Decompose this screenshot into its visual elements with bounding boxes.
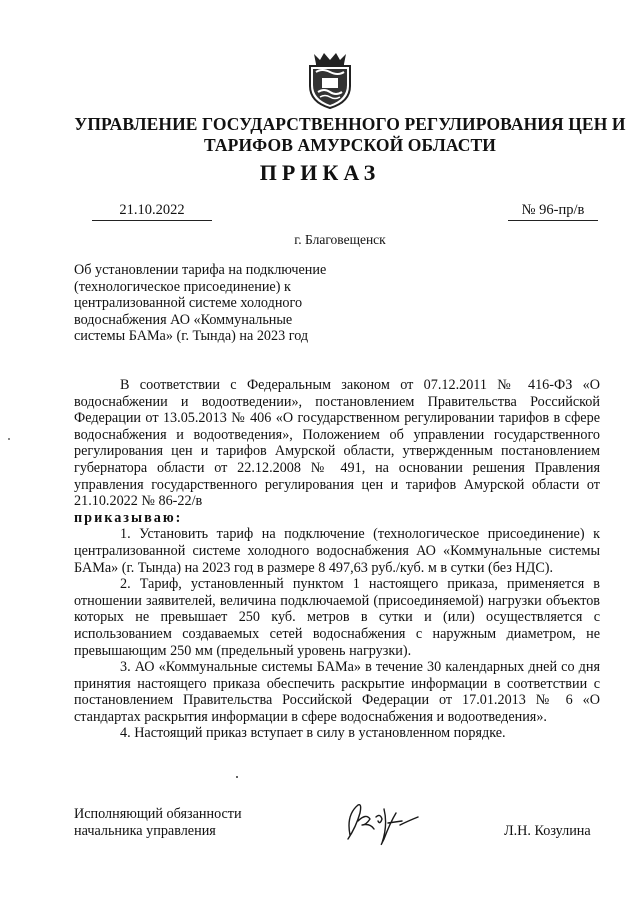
signatory-position-line2: начальника управления: [74, 823, 216, 839]
order-item-3: 3. АО «Коммунальные системы БАМа» в течение 30 календарных дней со дня принятия настоящего приказа обеспечить раскрытие информации в соответствии с постановлением Правительства Российской Федерации от 17.01.2013 № 6 «О стандартах раскрытия информации в сфере водоснабжения и водоотведения».: [74, 659, 600, 725]
agency-name: [60, 114, 640, 156]
document-subject: [74, 262, 364, 345]
agency-name-line2: ТАРИФОВ АМУРСКОЙ ОБЛАСТИ: [204, 135, 496, 155]
handwritten-signature-icon: [336, 795, 426, 847]
document-type-title: ПРИКАЗ: [259, 160, 381, 185]
order-item-1: 1. Установить тариф на подключение (технологическое присоединение) к централизованной системе холодного водоснабжения АО «Коммунальные системы БАМа» (г. Тында) на 2023 год в размере 8 497,63 руб./куб. м в сутки (без НДС).: [74, 526, 600, 576]
stray-mark: [236, 776, 238, 778]
signatory-position: [74, 806, 242, 840]
signatory-position-line1: Исполняющий обязанности: [74, 806, 242, 822]
stray-mark: [8, 438, 10, 440]
subject-line: (технологическое присоединение) к: [74, 278, 291, 295]
document-body: [74, 377, 600, 742]
amur-region-coat-of-arms-icon: [304, 50, 356, 110]
order-item-4: 4. Настоящий приказ вступает в силу в установленном порядке.: [120, 725, 506, 742]
document-city: г. Благовещенск: [294, 232, 386, 247]
subject-line: Об установлении тарифа на подключение: [74, 262, 327, 278]
document-number: № 96-пр/в: [508, 202, 598, 221]
agency-name-line1: УПРАВЛЕНИЕ ГОСУДАРСТВЕННОГО РЕГУЛИРОВАНИЯ ЦЕН И: [74, 114, 626, 134]
order-word: приказываю:: [74, 509, 183, 526]
subject-line: водоснабжения АО «Коммунальные: [74, 311, 293, 328]
signatory-name: Л.Н. Козулина: [504, 823, 591, 839]
order-item-2: 2. Тариф, установленный пунктом 1 настоящего приказа, применяется в отношении заявителей, величина подключаемой (присоединяемой) нагрузки объектов которых не превышает 250 куб. метров в сутки и (или) осуществляется с использованием создаваемых сетей водоснабжения с наружным диаметром, не превышающим 250 мм (предельный уровень нагрузки).: [74, 576, 600, 659]
preamble-paragraph: В соответствии с Федеральным законом от 07.12.2011 № 416-ФЗ «О водоснабжении и водоотведении», постановлением Правительства Российской Федерации от 13.05.2013 № 406 «О государственном регулировании тарифов в сфере водоснабжения и водоотведения», Положением об управлении государственного регулирования цен и тарифов Амурской области, утвержденным постановлением губернатора области от 22.12.2008 № 491, на основании решения Правления управления государственного регулирования цен и тарифов Амурской области от 21.10.2022 № 86-22/в: [74, 377, 600, 510]
document-date: 21.10.2022: [92, 202, 212, 221]
subject-line: системы БАМа» (г. Тында) на 2023 год: [74, 328, 309, 345]
subject-line: централизованной системе холодного: [74, 295, 303, 312]
